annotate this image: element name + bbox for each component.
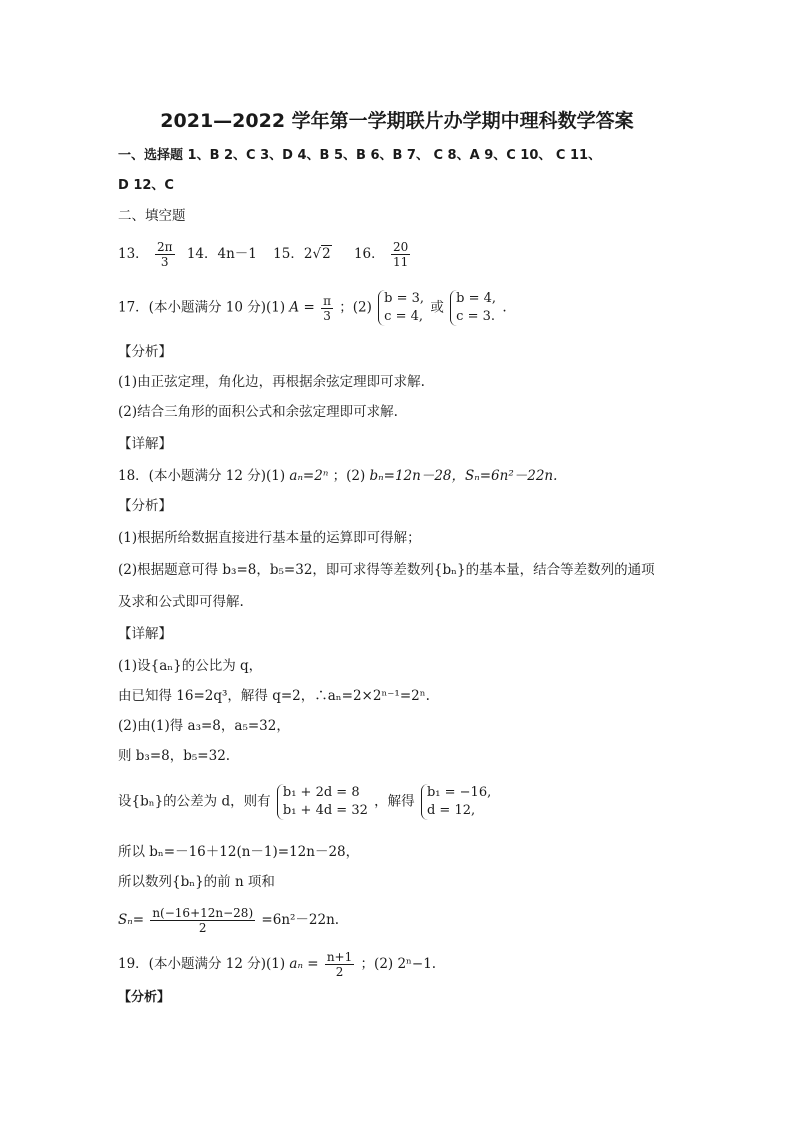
q17-system-1: [378, 290, 424, 326]
q18-ans2: bₙ=12n－28，Sₙ=6n²－22n.: [369, 468, 558, 484]
q18-l8-rhs: =6n²－22n.: [261, 912, 340, 928]
q15-label: 15．2: [273, 246, 313, 262]
q13-numerator: 2π: [156, 240, 173, 254]
q18-system-2: [421, 784, 491, 820]
q18-l8-lhs: Sₙ=: [118, 912, 145, 928]
q17-or: 或: [430, 299, 444, 316]
q17-head: 17．(本小题满分 10 分)(1): [118, 299, 286, 316]
q18-l8-denominator: 2: [198, 921, 207, 935]
fill-blank-answers: 13． $\frac{2\pi}{3}$ 14．4n－1 15．2√2 16． $\frac{20}{11}$: [118, 240, 409, 269]
q13-denominator: 3: [160, 255, 169, 269]
page-title: 2021—2022 学年第一学期联片办学期中理科数学答案: [160, 110, 634, 132]
q13-label: 13．: [118, 246, 149, 262]
q17-analysis-p2: (2)结合三角形的面积公式和余弦定理即可求解.: [118, 404, 398, 420]
q18-analysis-p3: 及求和公式即可得解.: [118, 594, 244, 610]
q18-detail-l3: (2)由(1)得 a₃=8，a₅=32，: [118, 718, 290, 734]
mc-answers-line1: 一、选择题 1、B 2、C 3、D 4、B 5、B 6、B 7、 C 8、A 9、C 10、 C 11、: [118, 148, 602, 163]
q18-ans1: aₙ=2ⁿ: [289, 468, 329, 484]
q19-head: 19．(本小题满分 12 分)(1): [118, 956, 286, 972]
q17-analysis-p1: (1)由正弦定理，角化边，再根据余弦定理即可求解.: [118, 374, 425, 390]
q18-analysis-label: 【分析】: [118, 498, 172, 514]
q17-a-lhs: A =: [289, 299, 315, 316]
q19-a-lhs: aₙ =: [289, 956, 319, 972]
q19-analysis-label: 【分析】: [118, 990, 171, 1005]
q17-system-1-row2: c = 4,: [384, 309, 424, 324]
q18-detail-l6: 所以 bₙ=－16＋12(n－1)=12n－28，: [118, 844, 360, 860]
q18-detail-l4: 则 b₃=8，b₅=32.: [118, 748, 231, 764]
q18-mid: ；(2): [332, 468, 366, 484]
q17-mid: ；(2): [339, 299, 372, 316]
q18-system-1: [277, 784, 368, 820]
q17-answer: [118, 290, 507, 326]
q14-answer: 14．4n－1: [186, 246, 257, 262]
q18-detail-l1: (1)设{aₙ}的公比为 q，: [118, 658, 263, 674]
q17-a-denominator: 3: [323, 308, 331, 323]
q18-l8-fraction: [150, 906, 255, 935]
q17-detail-label: 【详解】: [118, 436, 172, 452]
q16-label: 16．: [353, 246, 385, 262]
q18-system-1-row1: b₁ + 2d = 8: [282, 785, 360, 800]
q19-ans2: 2ⁿ−1.: [397, 956, 437, 972]
q18-l5-pre: 设{bₙ}的公差为 d，则有: [118, 793, 271, 810]
q17-system-2-row2: c = 3.: [456, 309, 495, 324]
q18-head: 18．(本小题满分 12 分)(1): [118, 468, 286, 484]
q16-fraction: [391, 240, 410, 269]
q17-end: .: [502, 299, 507, 316]
q18-detail-l8: [118, 906, 339, 935]
q19-a-denominator: 2: [335, 965, 344, 979]
q13-fraction: [155, 240, 175, 269]
q18-l8-numerator: n(−16+12n−28): [152, 906, 254, 920]
q18-detail-l2: 由已知得 16=2q³，解得 q=2，∴aₙ=2×2ⁿ⁻¹=2ⁿ.: [118, 688, 430, 704]
q18-detail-label: 【详解】: [118, 626, 172, 642]
q17-system-2: [450, 290, 496, 326]
mc-answers-line2: D 12、C: [118, 178, 174, 193]
q17-a-fraction: [321, 294, 333, 323]
q17-system-2-row1: b = 4,: [456, 291, 497, 306]
q17-system-1-row1: b = 3,: [384, 291, 425, 306]
q18-analysis-p2: (2)根据题意可得 b₃=8，b₅=32，即可求得等差数列{bₙ}的基本量，结合等差数列的通项: [118, 562, 655, 578]
fill-blank-heading: 二、填空题: [118, 208, 186, 224]
q16-numerator: 20: [392, 240, 409, 254]
q18-detail-l7: 所以数列{bₙ}的前 n 项和: [118, 874, 275, 890]
q18-system-1-row2: b₁ + 4d = 32: [282, 803, 368, 818]
q19-answer: [118, 950, 436, 979]
q19-a-numerator: n+1: [326, 950, 353, 964]
q18-answer: [118, 466, 557, 486]
q17-a-numerator: π: [323, 293, 331, 308]
q16-denominator: 11: [392, 255, 409, 269]
q18-system-2-row1: b₁ = −16,: [426, 785, 492, 800]
q18-l5-mid: ，解得: [374, 793, 415, 810]
q19-mid: ；(2): [360, 956, 394, 972]
q15-radicand: 2: [322, 246, 331, 262]
q19-a-fraction: [325, 950, 354, 979]
q17-analysis-label: 【分析】: [118, 344, 172, 360]
q18-system-2-row2: d = 12,: [426, 803, 476, 818]
q18-detail-l5: [118, 784, 493, 820]
q18-analysis-p1: (1)根据所给数据直接进行基本量的运算即可得解；: [118, 530, 421, 546]
